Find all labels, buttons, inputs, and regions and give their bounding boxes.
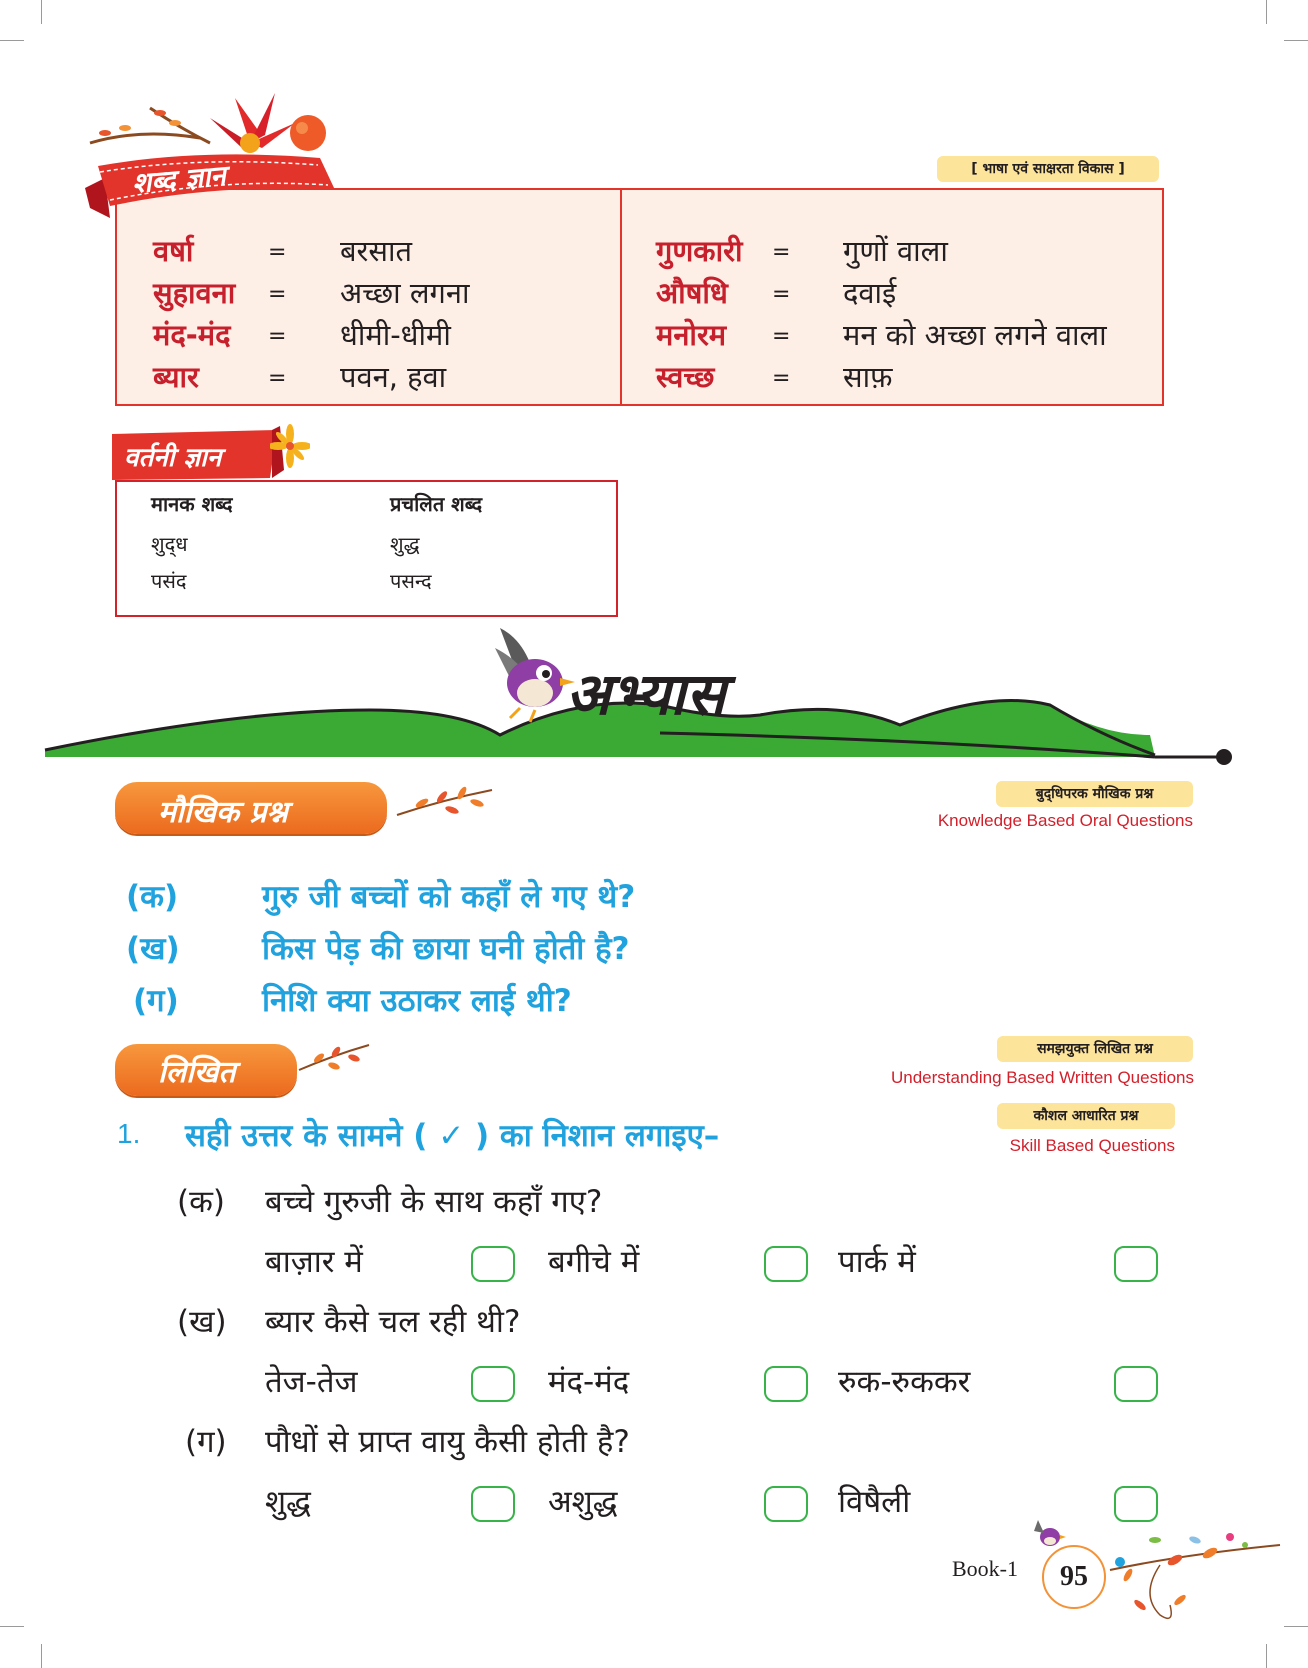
vocab-word: गुणकारी xyxy=(656,234,743,268)
crop-mark xyxy=(1284,40,1308,41)
spelling-common: पसन्द xyxy=(390,569,432,593)
mcq-option: पार्क में xyxy=(838,1244,916,1280)
vocab-meaning: अच्छा लगना xyxy=(340,276,470,310)
spelling-header-common: प्रचलित शब्द xyxy=(390,492,483,516)
vocabulary-title: शब्द ज्ञान xyxy=(130,158,228,201)
vocab-word: सुहावना xyxy=(153,276,236,310)
answer-checkbox[interactable] xyxy=(764,1366,808,1402)
crop-mark xyxy=(0,1626,24,1627)
vocab-meaning: धीमी-धीमी xyxy=(340,318,451,352)
spelling-common: शुद्ध xyxy=(390,532,420,556)
crop-mark xyxy=(1266,0,1267,24)
vocab-word: मनोरम xyxy=(656,318,727,352)
mcq-question: बच्चे गुरुजी के साथ कहाँ गए? xyxy=(265,1184,603,1220)
literacy-tag: [ भाषा एवं साक्षरता विकास ] xyxy=(937,156,1159,182)
vocab-equals: = xyxy=(268,282,287,307)
vocab-word: मंद-मंद xyxy=(153,318,231,352)
mcq-option: बगीचे में xyxy=(548,1244,640,1280)
oral-branch-decoration xyxy=(392,775,502,825)
vocab-word: औषधि xyxy=(656,276,728,310)
vocab-equals: = xyxy=(268,366,287,391)
oral-question-label: (क) xyxy=(126,879,179,915)
spelling-flower-icon xyxy=(270,422,310,472)
spelling-header-standard: मानक शब्द xyxy=(151,492,233,516)
mcq-option: विषैली xyxy=(838,1484,911,1520)
crop-mark xyxy=(41,0,42,24)
vocab-equals: = xyxy=(772,240,791,265)
mcq-option: अशुद्ध xyxy=(548,1484,618,1520)
mcq-question: ब्यार कैसे चल रही थी? xyxy=(265,1304,521,1340)
oral-question-text: किस पेड़ की छाया घनी होती है? xyxy=(262,931,630,967)
vocab-equals: = xyxy=(772,324,791,349)
answer-checkbox[interactable] xyxy=(764,1486,808,1522)
mcq-label: (क) xyxy=(177,1184,225,1220)
vocab-meaning: गुणों वाला xyxy=(843,234,948,268)
vocab-meaning: पवन, हवा xyxy=(340,360,447,394)
crop-mark xyxy=(1266,1644,1267,1668)
oral-tag-english: Knowledge Based Oral Questions xyxy=(937,811,1193,830)
answer-checkbox[interactable] xyxy=(471,1246,515,1282)
spelling-title: वर्तनी ज्ञान xyxy=(124,443,222,473)
book-label: Book-1 xyxy=(952,1556,1018,1581)
vocab-meaning: बरसात xyxy=(340,234,413,268)
vocab-word: वर्षा xyxy=(153,234,194,268)
vocab-equals: = xyxy=(772,282,791,307)
question-instruction: सही उत्तर के सामने ( ✓ ) का निशान लगाइए– xyxy=(185,1118,720,1154)
mcq-option: शुद्ध xyxy=(265,1484,311,1520)
vocab-meaning: साफ़ xyxy=(843,360,893,394)
written-tag-english: Understanding Based Written Questions xyxy=(890,1068,1194,1087)
vocab-meaning: दवाई xyxy=(843,276,897,310)
skill-tag: कौशल आधारित प्रश्न xyxy=(997,1103,1175,1129)
vocab-equals: = xyxy=(772,366,791,391)
answer-checkbox[interactable] xyxy=(764,1246,808,1282)
question-number: 1. xyxy=(117,1118,141,1149)
skill-tag-english: Skill Based Questions xyxy=(1009,1136,1175,1155)
oral-title: मौखिक प्रश्न xyxy=(158,795,288,830)
mcq-option: तेज-तेज xyxy=(265,1364,358,1400)
answer-checkbox[interactable] xyxy=(471,1366,515,1402)
mcq-option: बाज़ार में xyxy=(265,1244,363,1280)
crop-mark xyxy=(0,40,24,41)
mcq-option: रुक-रुककर xyxy=(838,1364,971,1400)
vocab-word: स्वच्छ xyxy=(656,360,715,394)
mcq-question: पौधों से प्राप्त वायु कैसी होती है? xyxy=(265,1424,630,1460)
written-tag: समझयुक्त लिखित प्रश्न xyxy=(997,1036,1193,1062)
answer-checkbox[interactable] xyxy=(1114,1246,1158,1282)
oral-tag: बुद्‌धिपरक मौखिक प्रश्न xyxy=(996,781,1193,807)
oral-question-text: निशि क्या उठाकर लाई थी? xyxy=(262,983,572,1019)
mcq-option: मंद-मंद xyxy=(548,1364,630,1400)
oral-question-text: गुरु जी बच्चों को कहाँ ले गए थे? xyxy=(262,879,636,915)
vocabulary-divider xyxy=(620,190,622,404)
mcq-label: (ग) xyxy=(185,1424,227,1460)
written-branch-decoration xyxy=(294,1030,374,1080)
spelling-standard: शुद्‌ध xyxy=(151,532,188,556)
vocab-equals: = xyxy=(268,240,287,265)
oral-question-label: (ग) xyxy=(133,983,179,1019)
oral-question-label: (ख) xyxy=(126,931,180,967)
vocab-word: ब्यार xyxy=(153,360,199,394)
crop-mark xyxy=(41,1644,42,1668)
answer-checkbox[interactable] xyxy=(1114,1366,1158,1402)
written-title: लिखित xyxy=(158,1055,236,1090)
mcq-label: (ख) xyxy=(177,1304,227,1340)
vocab-equals: = xyxy=(268,324,287,349)
answer-checkbox[interactable] xyxy=(471,1486,515,1522)
vocab-meaning: मन को अच्छा लगने वाला xyxy=(843,318,1107,352)
page-number: 95 xyxy=(1042,1545,1106,1609)
spelling-standard: पसंद xyxy=(151,569,187,593)
exercise-title: अभ्यास xyxy=(566,660,727,728)
